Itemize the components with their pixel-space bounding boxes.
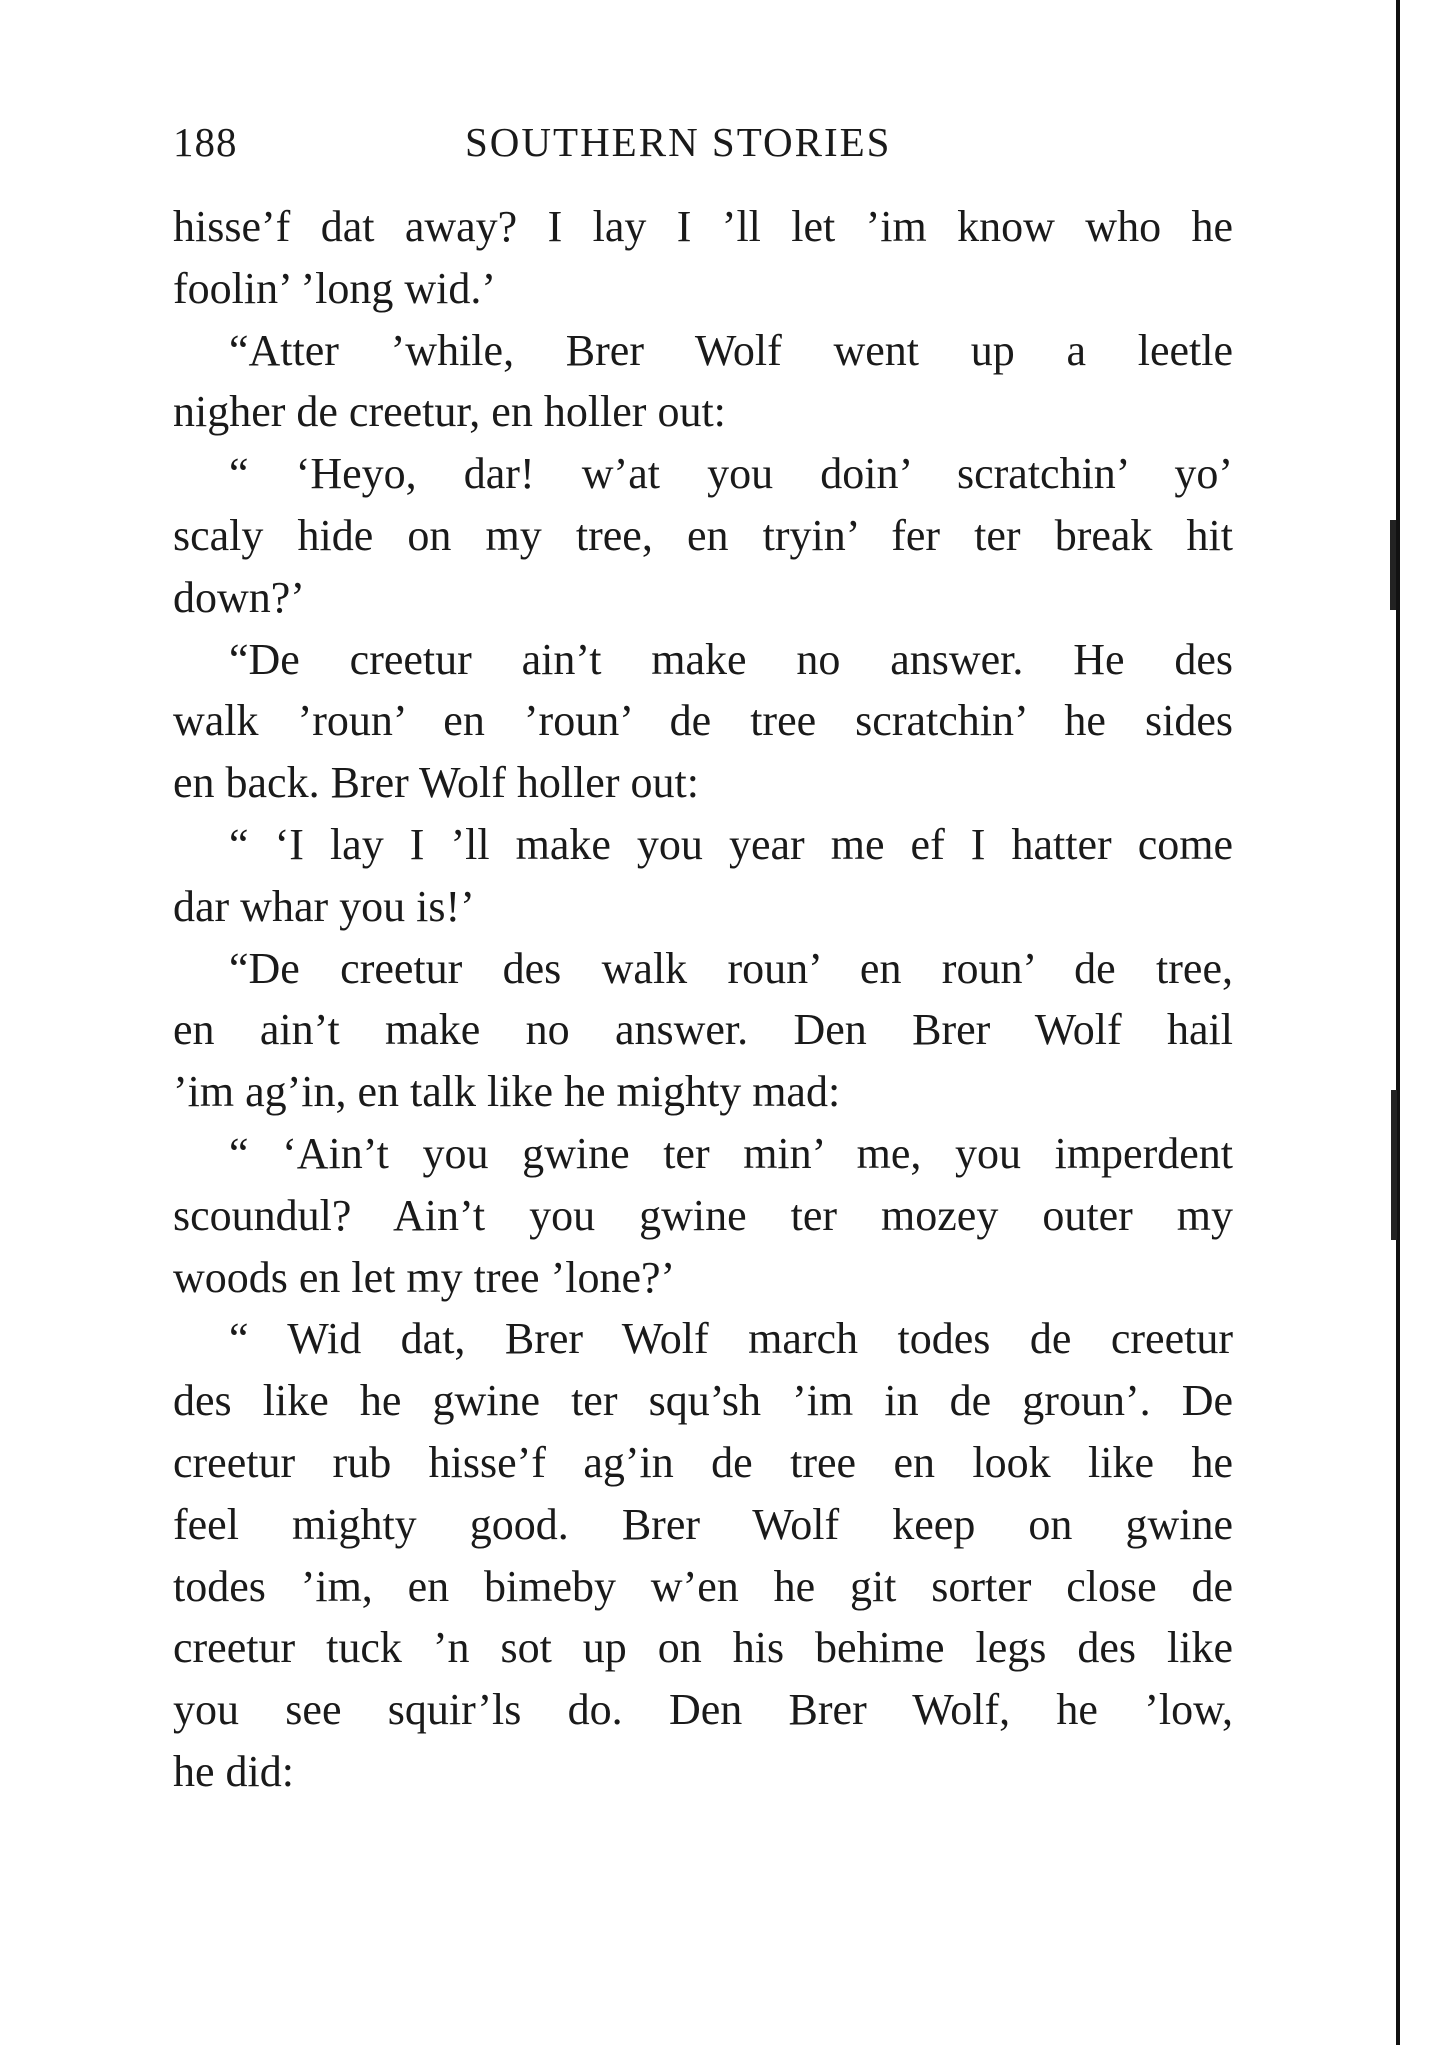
text-line: feel mighty good. Brer Wolf keep on gwine bbox=[173, 1499, 1233, 1549]
text-line: “ Wid dat, Brer Wolf march todes de creetur bbox=[229, 1314, 1233, 1364]
text-line: en back. Brer Wolf holler out: bbox=[173, 758, 699, 808]
text-line: dar whar you is!’ bbox=[173, 881, 475, 931]
text-line: en ain’t make no answer. Den Brer Wolf hail bbox=[173, 1005, 1233, 1055]
body-text bbox=[173, 196, 1233, 1803]
text-line: nigher de creetur, en holler out: bbox=[173, 387, 726, 437]
scan-edge-shadow bbox=[1390, 520, 1396, 610]
running-head: SOUTHERN STORIES bbox=[465, 119, 892, 165]
text-line: ’im ag’in, en talk like he mighty mad: bbox=[173, 1067, 841, 1117]
page-number: 188 bbox=[173, 119, 238, 165]
text-line: des like he gwine ter squ’sh ’im in de groun’. De bbox=[173, 1376, 1233, 1426]
page-header bbox=[173, 118, 1233, 168]
text-line: down?’ bbox=[173, 572, 305, 622]
text-line: creetur tuck ’n sot up on his behime legs des like bbox=[173, 1623, 1233, 1673]
text-line: hisse’f dat away? I lay I ’ll let ’im know who he bbox=[173, 202, 1233, 251]
text-line: scaly hide on my tree, en tryin’ fer ter break hit bbox=[173, 510, 1233, 560]
text-line: woods en let my tree ’lone?’ bbox=[173, 1252, 676, 1302]
scan-edge-shadow bbox=[1396, 0, 1400, 2045]
text-line: “ ‘Ain’t you gwine ter min’ me, you imperdent bbox=[229, 1128, 1233, 1178]
text-line: he did: bbox=[173, 1746, 294, 1796]
text-line: “ ‘I lay I ’ll make you year me ef I hatter come bbox=[229, 819, 1233, 869]
text-line: “Atter ’while, Brer Wolf went up a leetle bbox=[229, 325, 1233, 375]
text-line: “De creetur des walk roun’ en roun’ de tree, bbox=[229, 943, 1233, 993]
text-line: walk ’roun’ en ’roun’ de tree scratchin’ he sides bbox=[173, 696, 1233, 746]
text-line: creetur rub hisse’f ag’in de tree en look like he bbox=[173, 1437, 1233, 1487]
text-line: scoundul? Ain’t you gwine ter mozey outer my bbox=[173, 1190, 1233, 1240]
text-line: foolin’ ’long wid.’ bbox=[173, 263, 497, 313]
scan-edge-shadow bbox=[1391, 1090, 1397, 1240]
text-line: “ ‘Heyo, dar! w’at you doin’ scratchin’ yo’ bbox=[229, 449, 1233, 499]
text-line: “De creetur ain’t make no answer. He des bbox=[229, 634, 1233, 684]
text-line: you see squir’ls do. Den Brer Wolf, he ’low, bbox=[173, 1685, 1233, 1735]
text-line: todes ’im, en bimeby w’en he git sorter close de bbox=[173, 1561, 1233, 1611]
